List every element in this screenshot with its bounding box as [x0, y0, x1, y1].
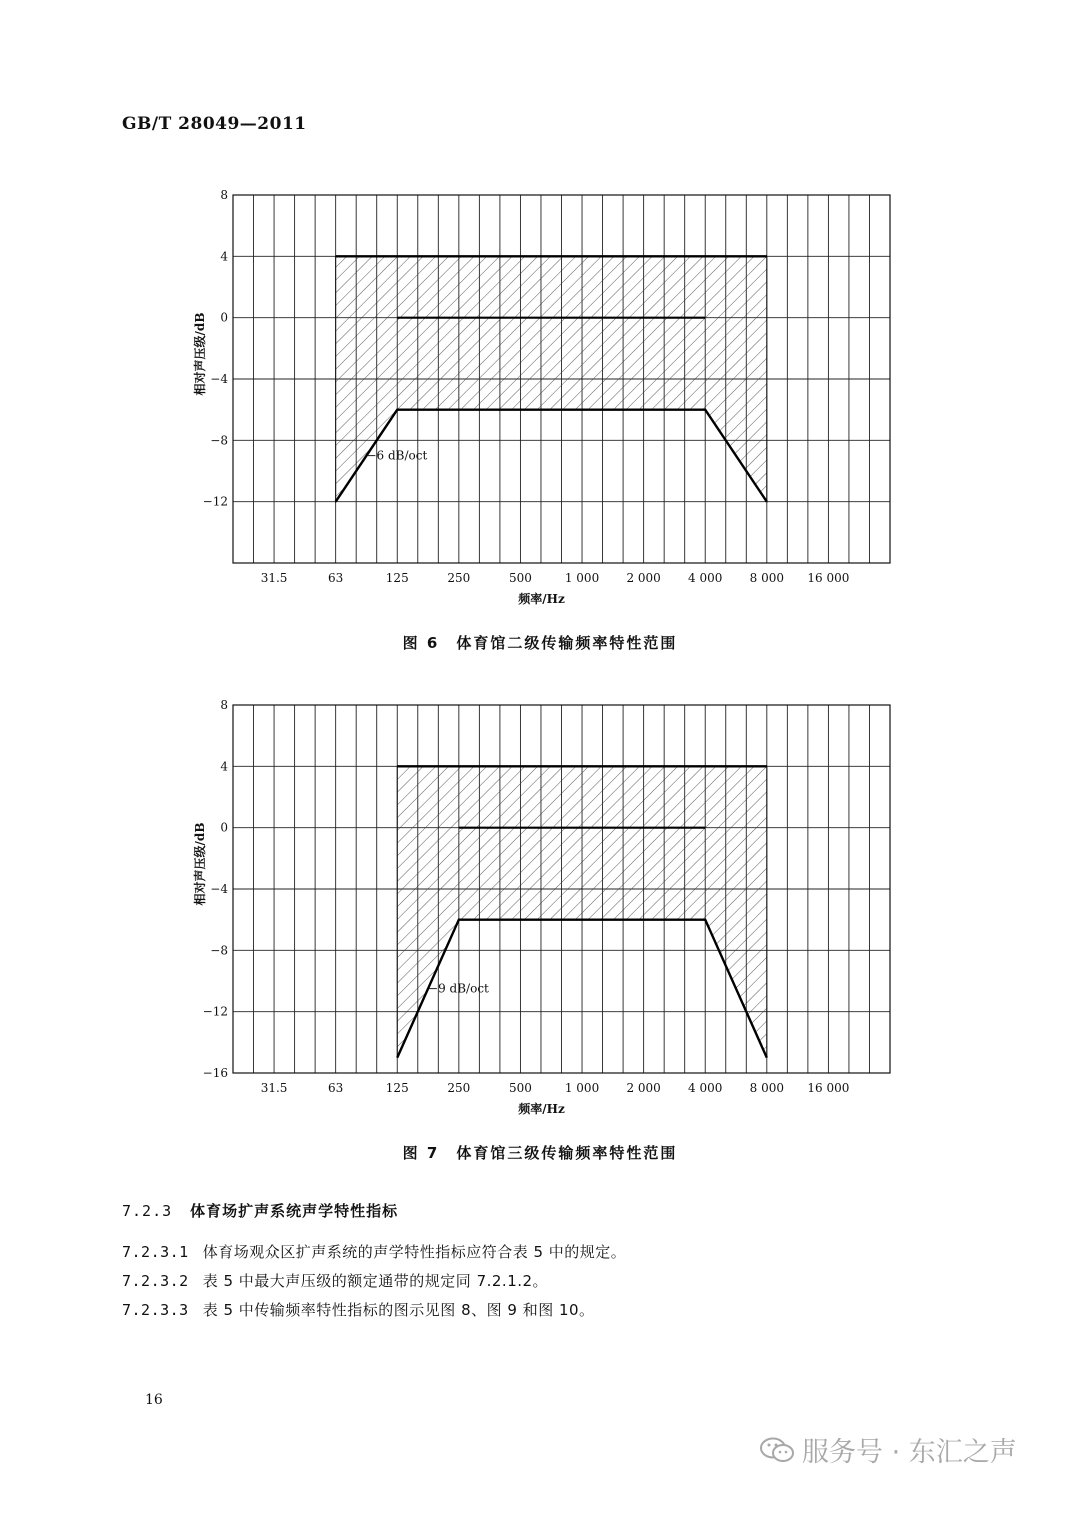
- y-tick-label: 4: [220, 759, 228, 774]
- x-axis-label: 频率/Hz: [518, 592, 565, 606]
- x-tick-label: 4 000: [688, 1081, 723, 1095]
- slope-annotation: −6 dB/oct: [366, 448, 428, 463]
- clause-text: 体育场观众区扩声系统的声学特性指标应符合表 5 中的规定。: [202, 1243, 627, 1261]
- x-tick-label: 500: [508, 571, 532, 585]
- x-tick-label: 16 000: [807, 1081, 850, 1095]
- x-tick-label: 1 000: [564, 571, 600, 585]
- clause-2: [122, 1270, 548, 1291]
- y-axis-label: 相对声压级/dB: [193, 822, 207, 906]
- x-axis-label: 频率/Hz: [518, 1102, 565, 1116]
- x-tick-label: 63: [328, 571, 344, 585]
- x-tick-label: 250: [447, 1081, 471, 1095]
- x-tick-label: 2 000: [626, 571, 661, 585]
- slope-annotation: −9 dB/oct: [428, 981, 489, 996]
- clause-number: 7.2.3.3: [122, 1301, 189, 1319]
- y-tick-label: 4: [220, 249, 228, 264]
- x-tick-label: 63: [328, 1081, 344, 1095]
- x-tick-label: 4 000: [688, 571, 723, 585]
- y-tick-label: −12: [202, 1004, 228, 1019]
- clause-text: 表 5 中最大声压级的额定通带的规定同 7.2.1.2。: [202, 1272, 549, 1290]
- y-tick-label: −4: [210, 882, 228, 896]
- figure-7-caption: 图 7 体育馆三级传输频率特性范围: [402, 1144, 678, 1162]
- y-tick-label: −12: [202, 494, 228, 509]
- section-title: 体育场扩声系统声学特性指标: [190, 1202, 399, 1220]
- tolerance-region: [336, 256, 767, 501]
- y-tick-label: −16: [202, 1066, 228, 1080]
- section-number: 7.2.3: [122, 1202, 173, 1220]
- clause-number: 7.2.3.1: [122, 1243, 189, 1261]
- x-tick-label: 16 000: [807, 571, 850, 585]
- x-tick-label: 500: [508, 1081, 532, 1095]
- clause-3: [122, 1299, 595, 1320]
- clause-1: [122, 1241, 626, 1262]
- y-tick-label: 8: [220, 698, 228, 712]
- wechat-icon: [760, 1437, 794, 1463]
- y-tick-label: 0: [220, 310, 228, 325]
- clause-text: 表 5 中传输频率特性指标的图示见图 8、图 9 和图 10。: [202, 1301, 595, 1319]
- y-tick-label: −8: [210, 943, 228, 958]
- chart-figure-6: [0, 170, 1080, 610]
- x-tick-label: 31.5: [260, 1081, 288, 1095]
- y-tick-label: −4: [210, 372, 228, 386]
- standard-code: GB/T 28049—2011: [122, 114, 307, 134]
- x-tick-label: 31.5: [260, 571, 288, 585]
- y-tick-label: −8: [210, 433, 228, 448]
- chart-figure-7: [0, 680, 1080, 1120]
- x-tick-label: 1 000: [564, 1081, 600, 1095]
- x-tick-label: 250: [447, 571, 471, 585]
- y-tick-label: 0: [220, 820, 228, 835]
- x-tick-label: 2 000: [626, 1081, 661, 1095]
- y-axis-label: 相对声压级/dB: [193, 312, 207, 396]
- clause-number: 7.2.3.2: [122, 1272, 189, 1290]
- x-tick-label: 125: [385, 1081, 409, 1095]
- y-tick-label: 8: [220, 188, 228, 202]
- watermark-text: 服务号 · 东汇之声: [802, 1437, 1017, 1468]
- watermark: [760, 1430, 1017, 1469]
- x-tick-label: 8 000: [749, 571, 784, 585]
- x-tick-label: 125: [385, 571, 409, 585]
- x-tick-label: 8 000: [749, 1081, 784, 1095]
- page-number: 16: [145, 1392, 163, 1408]
- section-heading: [122, 1200, 398, 1221]
- figure-6-caption: 图 6 体育馆二级传输频率特性范围: [402, 634, 678, 652]
